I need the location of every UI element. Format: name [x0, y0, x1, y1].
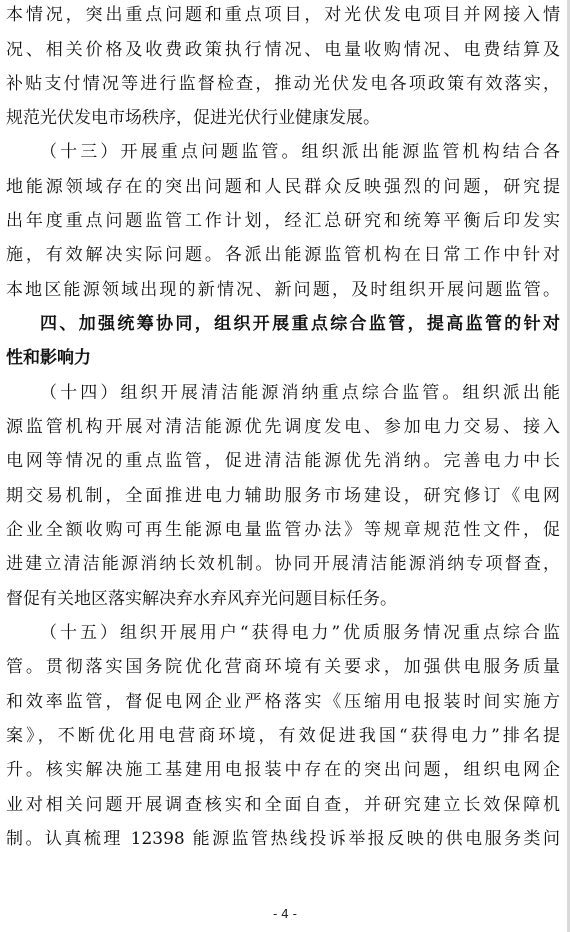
paragraph-line: 本地区能源领域出现的新情况、新问题，及时组织开展问题监管。 [6, 280, 560, 300]
paragraph-line: 期交易机制，全面推进电力辅助服务市场建设，研究修订《电网 [6, 486, 560, 506]
paragraph-line: 进建立清洁能源消纳长效机制。协同开展清洁能源消纳专项督查， [6, 554, 560, 574]
section-heading-15: （十五）组织开展用户“获得电力”优质服务情况重点综合监 [40, 623, 560, 643]
paragraph-line: 况、相关价格及收费政策执行情况、电量收购情况、电费结算及 [6, 40, 560, 60]
paragraph-line: 出年度重点问题监管工作计划，经汇总研究和统筹平衡后印发实 [6, 211, 560, 231]
paragraph-line: 督促有关地区落实解决弃水弃风弃光问题目标任务。 [6, 589, 397, 609]
section-heading-13: （十三）开展重点问题监管。组织派出能源监管机构结合各 [40, 142, 560, 162]
paragraph-line: 电网等情况的重点监管，促进清洁能源优先消纳。完善电力中长 [6, 451, 560, 471]
section-heading-14: （十四）组织开展清洁能源消纳重点综合监管。组织派出能 [40, 383, 560, 403]
paragraph-line: 案》，不断优化用电营商环境，有效促进我国“获得电力”排名提 [6, 726, 560, 746]
paragraph-line: 制。认真梳理 12398 能源监管热线投诉举报反映的供电服务类问 [6, 829, 560, 849]
paragraph-line: 本情况，突出重点问题和重点项目，对光伏发电项目并网接入情 [6, 5, 560, 25]
paragraph-line: 地能源领域存在的突出问题和人民群众反映强烈的问题，研究提 [6, 177, 560, 197]
paragraph-line: 规范光伏发电市场秩序，促进光伏行业健康发展。 [6, 108, 380, 128]
paragraph-line: 管。贯彻落实国务院优化营商环境有关要求，加强供电服务质量 [6, 657, 560, 677]
paragraph-line: 升。核实解决施工基建用电报装中存在的突出问题，组织电网企 [6, 760, 560, 780]
paragraph-line: 业对相关问题开展调查核实和全面自查，并研究建立长效保障机 [6, 795, 560, 815]
paragraph-line: 和效率监管，督促电网企业严格落实《压缩用电报装时间实施方 [6, 692, 560, 712]
paragraph-line: 补贴支付情况等进行监督检查，推动光伏发电各项政策有效落实， [6, 74, 560, 94]
chapter-heading-4-cont: 性和影响力 [6, 348, 91, 368]
paragraph-line: 源监管机构开展对清洁能源优先调度发电、参加电力交易、接入 [6, 417, 560, 437]
page-number: - 4 - [273, 907, 297, 921]
paragraph-line: 企业全额收购可再生能源电量监管办法》等规章规范性文件，促 [6, 520, 560, 540]
chapter-heading-4: 四、加强统筹协同，组织开展重点综合监管，提高监管的针对 [40, 314, 560, 334]
paragraph-line: 施，有效解决实际问题。各派出能源监管机构在日常工作中针对 [6, 245, 560, 265]
